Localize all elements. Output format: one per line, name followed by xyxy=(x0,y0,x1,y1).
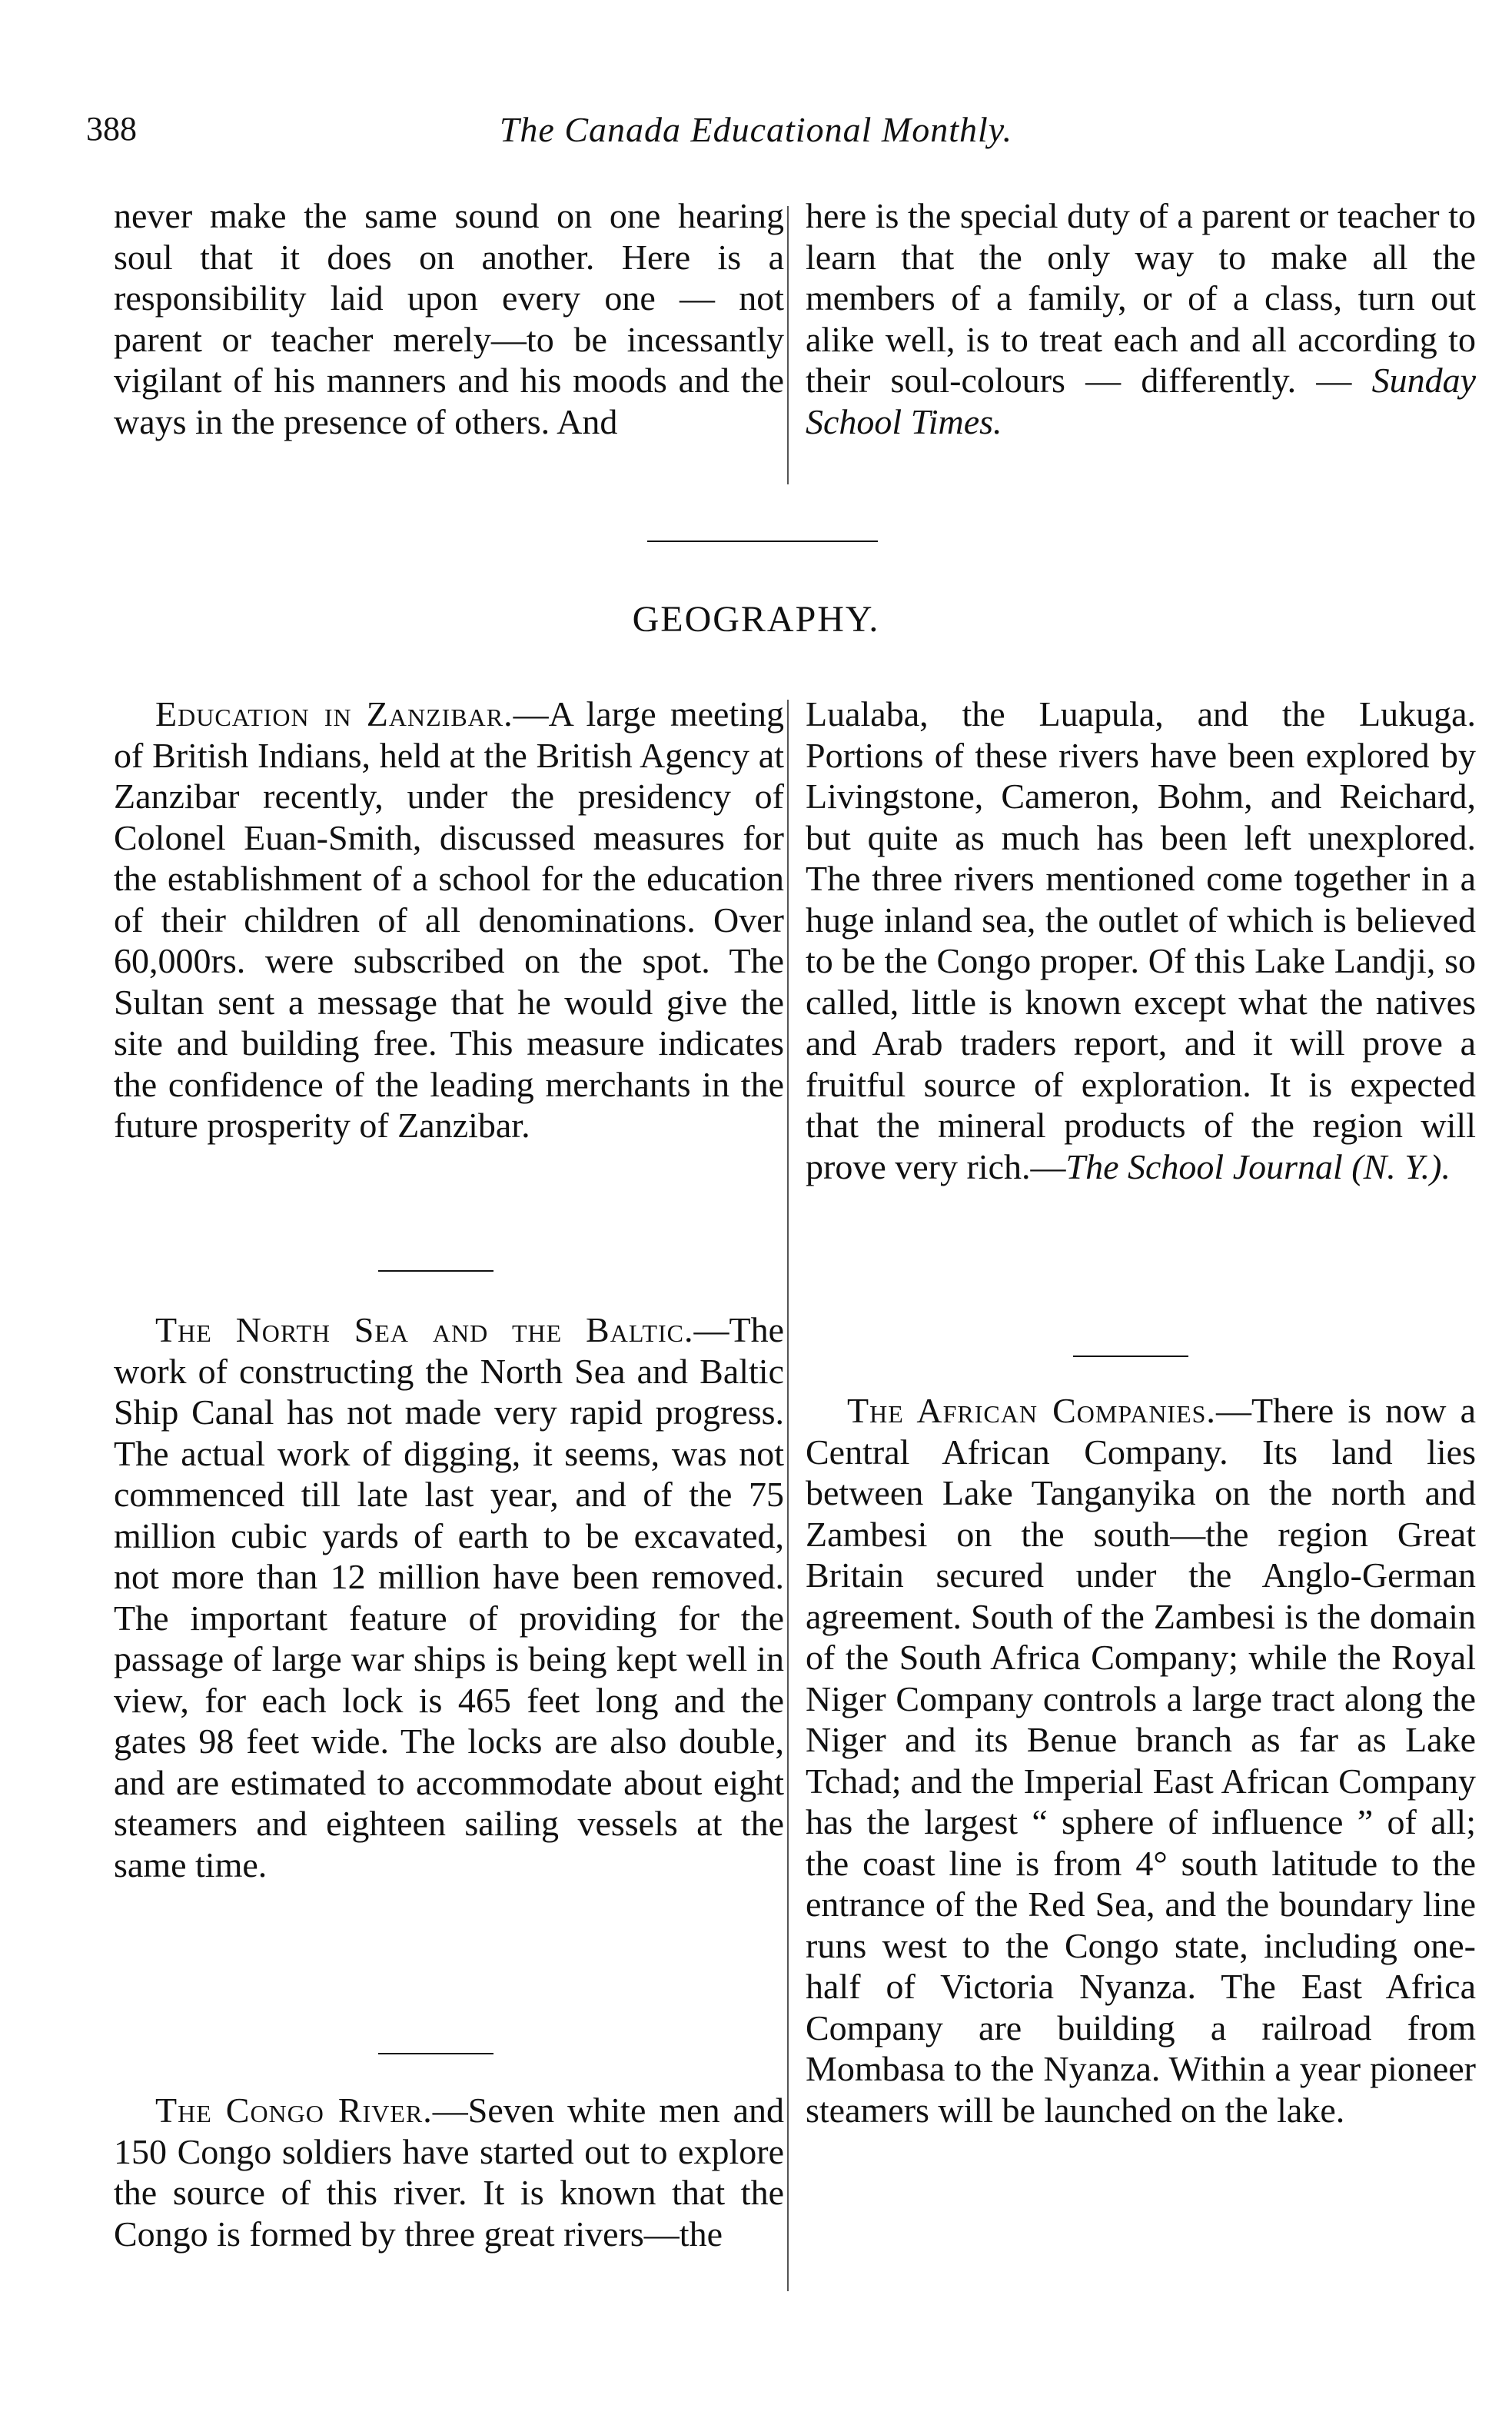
column-divider xyxy=(787,700,789,2291)
continued-paragraph-right xyxy=(806,195,1476,442)
article-north-sea xyxy=(114,1309,784,1885)
article-heading: The African Companies. xyxy=(847,1391,1216,1430)
article-congo-continued xyxy=(806,694,1476,1187)
article-heading: Education in Zanzibar. xyxy=(155,694,513,733)
column-divider-top xyxy=(787,206,789,484)
left-column xyxy=(114,694,784,1146)
article-separator xyxy=(1073,1356,1188,1357)
article-african-companies xyxy=(806,1390,1476,2131)
continued-text: here is the special duty of a parent or teacher to learn that the only way to make all the members of a family, or of a class, turn out alike well, is to treat each and all according to their soul-colours — differently. — xyxy=(806,196,1476,400)
article-separator xyxy=(378,1270,493,1272)
right-column-congo-continued xyxy=(806,694,1476,1187)
right-column-african xyxy=(806,1390,1476,2131)
left-column-north-sea xyxy=(114,1309,784,1885)
article-body: —A large meeting of British Indians, held at the British Agency at Zanzibar recently, under the presidency of Colonel Euan-Smith, discussed measures for the establishment of a school for the education of their children of all denominations. Over 60,000rs. were subscribed on the spot. The Sultan sent a message that he would give the site and building free. This measure indicates the confidence of the leading merchants in the future prosperity of Zanzibar. xyxy=(114,694,784,1145)
article-zanzibar xyxy=(114,694,784,1146)
article-heading: The Congo River. xyxy=(155,2091,433,2130)
left-column-congo xyxy=(114,2090,784,2254)
running-title: The Canada Educational Monthly. xyxy=(499,110,1013,149)
article-body: —Seven white men and 150 Congo soldiers have started out to explore the source of this river. It is known that the Congo is formed by three great rivers—the xyxy=(114,2091,784,2254)
continued-text: Lualaba, the Luapula, and the Lukuga. Portions of these rivers have been explored by Livingstone, Cameron, Bohm, and Reichard, but quite as much has been left unexplored. The three rivers mentioned come together in a huge inland sea, the outlet of which is believed to be the Congo proper. Of this Lake Landji, so called, little is known except what the natives and Arab traders report, and it will prove a fruitful source of exploration. It is expected that the mineral products of the region will prove very rich.— xyxy=(806,694,1476,1186)
article-body: —The work of constructing the North Sea and Baltic Ship Canal has not made very rapid progress. The actual work of digging, it seems, was not commenced till late last year, and of the 75 million cubic yards of earth to be excavated, not more than 12 million have been removed. The important feature of providing for the passage of large war ships is being kept well in view, for each lock is 465 feet long and the gates 98 feet wide. The locks are also double, and are estimated to accommodate about eight steamers and eighteen sailing vessels at the same time. xyxy=(114,1310,784,1884)
top-right-column xyxy=(806,195,1476,442)
article-congo xyxy=(114,2090,784,2254)
article-heading: The North Sea and the Baltic. xyxy=(155,1310,694,1349)
article-body: —There is now a Central African Company. Its land lies between Lake Tanganyika on the north and Zambesi on the south—the region Great Britain secured under the Anglo-German agreement. South of the Zambesi is the domain of the South Africa Company; while the Royal Niger Company controls a large tract along the Niger and its Benue branch as far as Lake Tchad; and the Imperial East African Company has the largest “ sphere of influence ” of all; the coast line is from 4° south latitude to the entrance of the Red Sea, and the boundary line runs west to the Congo state, including one-half of Victoria Nyanza. The East Africa Company are building a railroad from Mombasa to the Nyanza. Within a year pioneer steamers will be launched on the lake. xyxy=(806,1391,1476,2130)
continued-paragraph-left: never make the same sound on one hearing soul that it does on another. Here is a responsibility laid upon every one — not parent or teacher merely—to be incessantly vigilant of his manners and his moods and the ways in the presence of others. And xyxy=(114,196,784,441)
section-title: GEOGRAPHY. xyxy=(632,599,880,640)
source-citation: Sunday School Times. xyxy=(806,361,1477,441)
source-citation: The School Journal (N. Y.). xyxy=(1065,1146,1451,1186)
article-separator xyxy=(378,2053,493,2054)
section-rule xyxy=(647,541,878,542)
page-number: 388 xyxy=(86,110,137,148)
page-header xyxy=(0,0,1512,169)
top-left-column xyxy=(114,195,784,442)
